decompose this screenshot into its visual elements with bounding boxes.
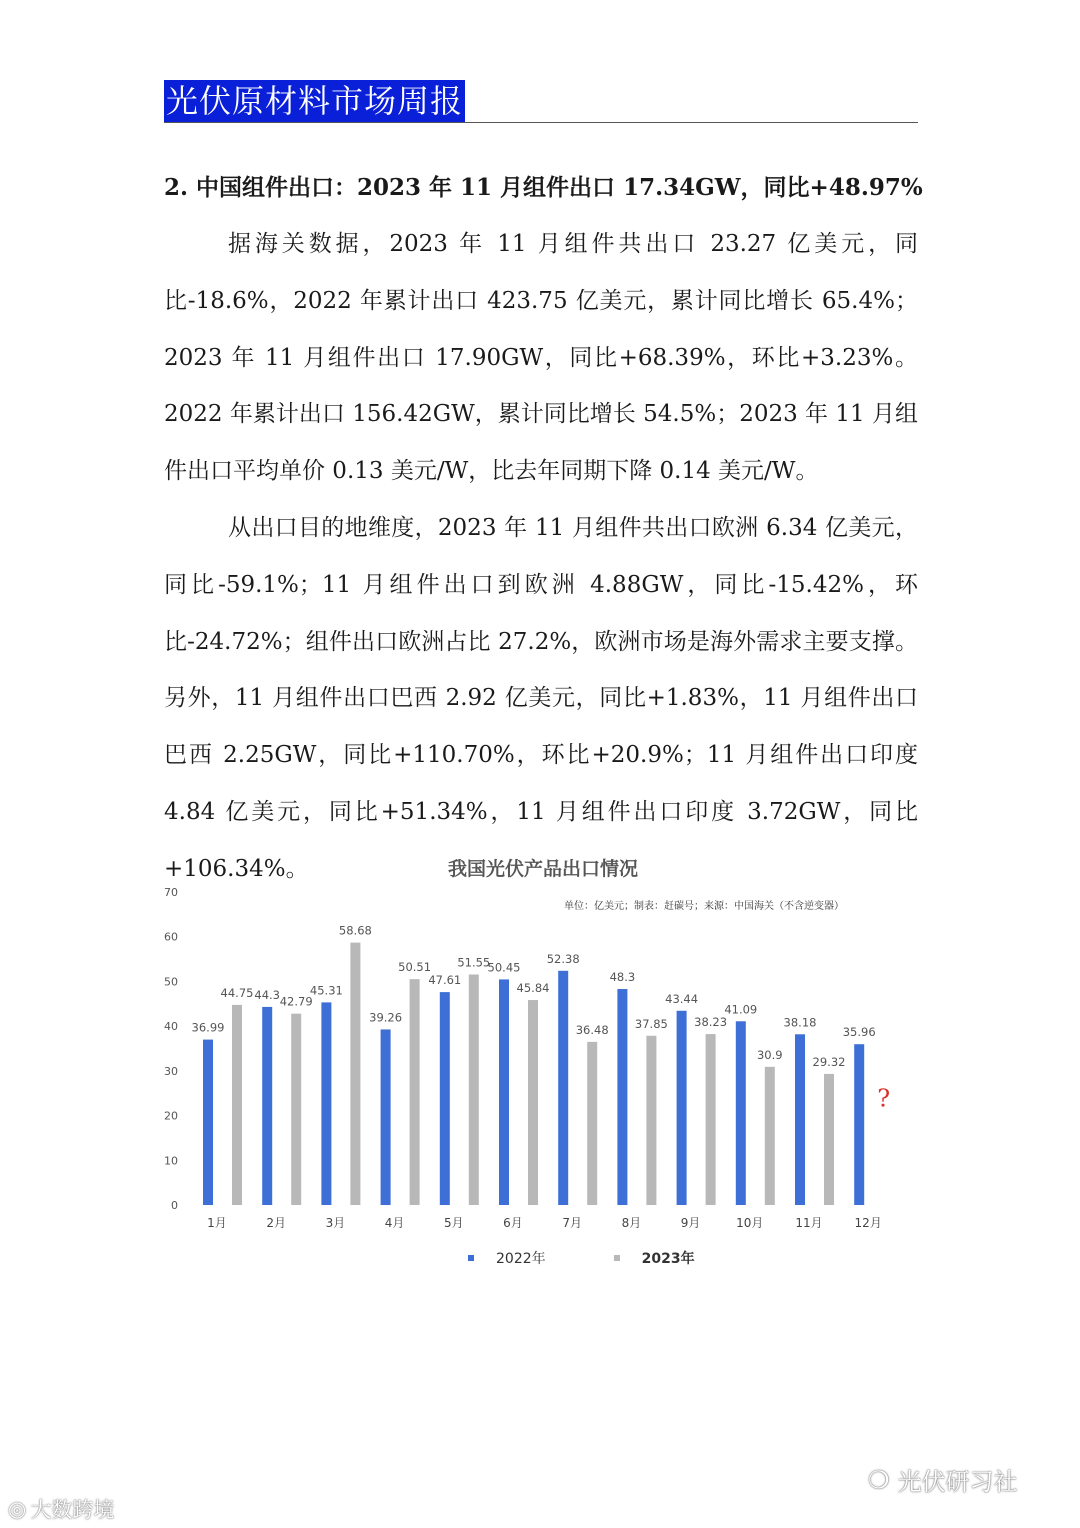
data-label: 48.3 [609,970,636,985]
bar-2022年-4月 [381,1029,391,1205]
data-label: 47.61 [428,973,462,988]
watermark-left [8,1494,114,1524]
x-tick-label: 12月 [854,1216,882,1230]
bar-2023年-8月 [646,1036,656,1205]
data-label: 42.79 [279,994,313,1009]
x-tick-label: 11月 [795,1216,823,1230]
chart-legend [468,1248,695,1268]
header-rule [164,122,918,123]
legend-label-2022: 2022年 [496,1251,546,1267]
data-label: 29.32 [812,1054,846,1069]
bar-2022年-7月 [558,971,568,1205]
bar-2023年-9月 [706,1034,716,1205]
report-header-title: 光伏原材料市场周报 [166,82,464,120]
data-label: 38.18 [783,1015,817,1030]
data-label: 38.23 [694,1015,728,1030]
data-label: 51.55 [457,955,491,970]
y-tick-label: 70 [164,886,178,899]
y-tick-label: 30 [164,1064,178,1078]
bar-2022年-5月 [440,992,450,1205]
x-tick-label: 1月 [207,1216,227,1230]
legend-item-2023 [614,1248,695,1268]
section-heading: 2. 中国组件出口：2023 年 11 月组件出口 17.34GW，同比+48.97% [164,174,923,201]
bar-2023年-1月 [232,1005,242,1205]
bar-2022年-3月 [321,1002,331,1205]
wechat-icon: ❍ [868,1465,890,1494]
data-label: 36.99 [191,1020,225,1035]
chart-plot [150,840,920,1240]
bar-2023年-4月 [410,979,420,1205]
x-tick-label: 2月 [266,1216,287,1230]
data-label: 44.75 [220,985,254,1000]
data-label: 50.51 [398,960,432,975]
bar-2022年-11月 [795,1034,805,1205]
bar-2022年-10月 [736,1021,746,1205]
data-label: 36.48 [575,1022,609,1037]
body-paragraph: 据海关数据，2023 年 11 月组件共出口 23.27 亿美元，同比-18.6%，2022 年累计出口 423.75 亿美元，累计同比增长 65.4%；2023 年 11 月组件出口 17.90GW，同比+68.39%，环比+3.23%。2022 年累计出口 156.42GW，累计同比增长 54.5%；2023 年 11 月组件出口平均单价 0.13 美元/W，比去年同期下降 0.14 美元/W。 [164,231,918,485]
bar-2022年-8月 [617,989,627,1205]
watermark-right [868,1462,1018,1497]
x-tick-label: 5月 [443,1216,464,1230]
chart-note: 单位：亿美元；制表：赶碳号；来源：中国海关（不含逆变器） [564,901,844,912]
bar-2022年-12月 [854,1044,864,1205]
x-tick-label: 3月 [325,1216,346,1230]
y-tick-label: 50 [164,975,178,989]
watermark-left-text: 大数跨境 [30,1498,115,1522]
x-tick-label: 9月 [680,1216,701,1230]
data-label: 37.85 [634,1016,668,1031]
x-tick-label: 7月 [562,1216,583,1230]
bar-2023年-7月 [587,1042,597,1205]
data-label: 43.44 [665,991,699,1006]
bar-2022年-1月 [203,1040,213,1205]
missing-data-annotation: ? [877,1084,891,1113]
data-label: 30.9 [756,1047,783,1062]
chart-title: 我国光伏产品出口情况 [447,858,638,880]
y-tick-label: 10 [164,1154,178,1168]
bar-2022年-6月 [499,979,509,1205]
bar-2022年-2月 [262,1007,272,1205]
bar-2023年-5月 [469,974,479,1205]
data-label: 44.3 [254,987,281,1002]
bar-2023年-10月 [765,1067,775,1205]
bar-2023年-6月 [528,1000,538,1205]
legend-item-2022 [468,1248,546,1268]
bar-2023年-3月 [350,943,360,1205]
x-tick-label: 6月 [503,1216,523,1230]
data-label: 39.26 [369,1010,403,1025]
data-label: 41.09 [724,1002,758,1017]
bar-2022年-9月 [677,1011,687,1205]
data-label: 45.84 [516,981,550,996]
y-tick-label: 40 [164,1020,178,1034]
data-label: 35.96 [842,1025,876,1040]
body-paragraph: 从出口目的地维度，2023 年 11 月组件共出口欧洲 6.34 亿美元，同比-59.1%；11 月组件出口到欧洲 4.88GW，同比-15.42%，环比-24.72%；组件出口欧洲占比 27.2%，欧洲市场是海外需求主要支撑。另外，11 月组件出口巴西 2.92 亿美元，同比+1.83%，11 月组件出口巴西 2.25GW，同比+110.70%，环比+20.9%；11 月组件出口印度 4.84 亿美元，同比+51.34%，11 月组件出口印度 3.72GW，同比+106.34%。 [164,515,918,882]
legend-swatch-2022 [468,1255,474,1261]
data-label: 58.68 [338,923,372,938]
export-chart [150,840,920,1280]
y-tick-label: 0 [171,1199,178,1212]
watermark-right-text: 光伏研习社 [897,1468,1018,1496]
data-label: 50.45 [487,960,521,975]
y-tick-label: 60 [164,930,178,944]
weibo-icon: ◎ [8,1497,27,1521]
bar-2023年-11月 [824,1074,834,1205]
legend-label-2023: 2023年 [641,1251,695,1267]
data-label: 45.31 [309,983,343,998]
y-tick-label: 20 [164,1109,178,1123]
data-label: 52.38 [546,951,580,966]
bar-2023年-2月 [291,1014,301,1205]
x-tick-label: 8月 [621,1216,642,1230]
x-tick-label: 4月 [384,1216,405,1230]
x-tick-label: 10月 [736,1216,764,1230]
legend-swatch-2023 [614,1255,620,1261]
